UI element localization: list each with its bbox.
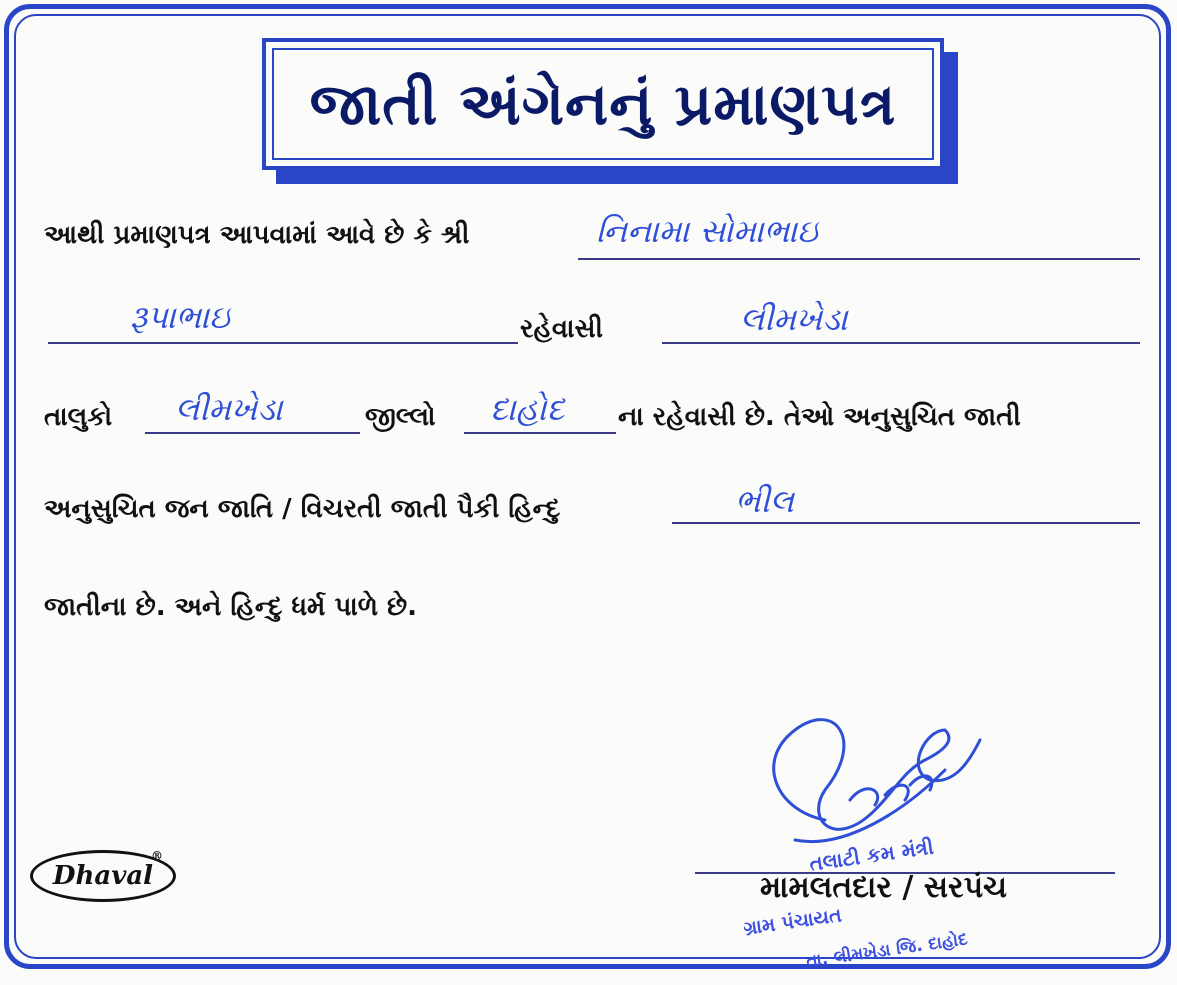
line3-blank-district [464,432,616,434]
line1-blank [578,258,1140,260]
line3-label-taluka: તાલુકો [44,402,113,432]
line5-label: જાતીના છે. અને હિન્દુ ધર્મ પાળે છે. [44,592,418,622]
line2-label: રહેવાસી [520,314,603,344]
logo-text: Dhaval [52,861,154,891]
stamp-line1: તલાટી કમ મંત્રી [808,834,936,876]
line1-handwritten-name: નિનામા સોમાભાઇ [596,212,818,250]
line3-handwritten-taluka: લીમખેડા [175,390,283,428]
line3-handwritten-district: દાહોદ [490,390,565,428]
line4-label: અનુસુચિત જન જાતિ / વિચરતી જાતી પૈકી હિન્દુ [44,494,561,524]
line2-handwritten-name: રૂપાભાઇ [130,298,230,336]
line2-blank-name [48,342,518,344]
line3-blank-taluka [145,432,360,434]
registered-mark: ® [151,849,163,863]
line1-label: આથી પ્રમાણપત્ર આપવામાં આવે છે કે શ્રી [44,220,470,250]
signatory-title: મામલતદાર / સરપંચ [760,870,1008,905]
line2-blank-village [662,342,1140,344]
stamp-line3: તા. લીમખેડા જિ. દાહોદ [805,929,969,972]
line4-blank [672,522,1140,524]
line4-handwritten-caste: ભીલ [735,482,794,520]
handwritten-signature [755,700,985,860]
stamp-line2: ગ્રામ પંચાયત [742,904,844,940]
line2-handwritten-village: લીમખેડા [740,300,848,338]
line3-label-district: જીલ્લો [365,402,436,432]
certificate-title: જાતી અંગેનનું પ્રમાણપત્ર [309,69,897,138]
line3-label-rest: ના રહેવાસી છે. તેઓ અનુસુચિત જાતી [618,402,1021,432]
dhaval-logo [30,850,176,902]
